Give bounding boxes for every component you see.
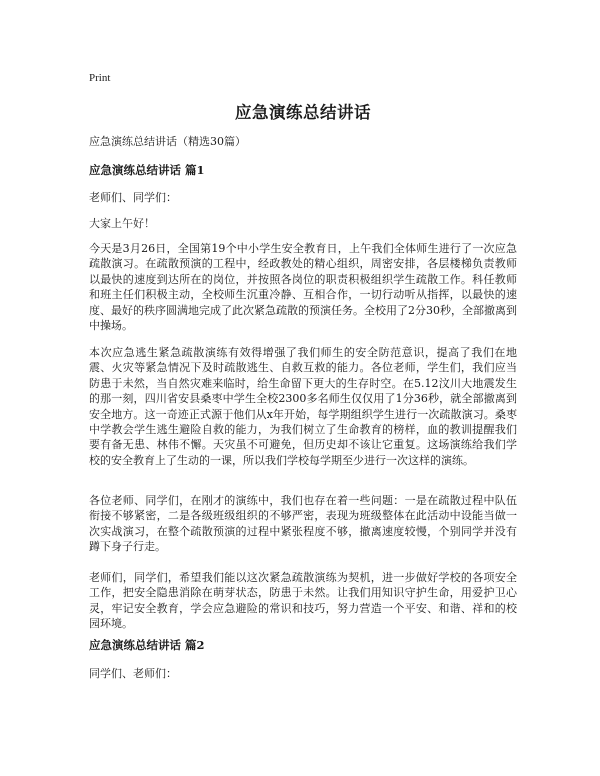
section-heading-1: 应急演练总结讲话 篇1	[89, 163, 205, 177]
page-title: 应急演练总结讲话	[235, 103, 371, 122]
paragraph-1: 今天是3月26日，全国第19个中小学生安全教育日，上午我们全体师生进行了一次应急疏散演习。在疏散预演的工程中，经政教处的精心组织，周密安排，各层楼梯负责教师以最快的速度到达所在的岗位，并按照各岗位的职责积极组织学生疏散工作。科任教师和班主任们积极主动，全校师生沉重冷静、互相合作，一切行动听从指挥，以最快的速度、最好的秩序圆满地完成了此次紧急疏散的预演任务。全校用了2分30秒，全部撤离到中操场。	[89, 242, 517, 333]
paragraph-4: 老师们，同学们，希望我们能以这次紧急疏散演练为契机，进一步做好学校的各项安全工作，把安全隐患消除在萌芽状态，防患于未然。让我们用知识守护生命，用爱护卫心灵，牢记安全教育，学会应急避险的常识和技巧，努力营造一个平安、和谐、祥和的校园环境。	[89, 571, 517, 631]
salutation-2: 同学们、老师们：	[89, 667, 177, 680]
section-heading-2: 应急演练总结讲话 篇2	[89, 638, 205, 652]
salutation-1: 老师们、同学们：	[89, 191, 177, 204]
document-subtitle: 应急演练总结讲话（精选30篇）	[89, 135, 246, 148]
paragraph-3: 各位老师、同学们，在刚才的演练中，我们也存在着一些问题：一是在疏散过程中队伍衔接不够紧密，二是各级班级组织的不够严密，表现为班级整体在此活动中设能当做一次实战演习，在整个疏散预演的过程中紧张程度不够，撤离速度较慢，个别同学并没有蹲下身子行走。	[89, 494, 517, 554]
greeting: 大家上午好！	[89, 217, 155, 230]
print-link[interactable]: Print	[89, 72, 111, 84]
paragraph-2: 本次应急逃生紧急疏散演练有效得增强了我们师生的安全防范意识，提高了我们在地震、火灾等紧急情况下及时疏散逃生、自救互救的能力。各位老师，学生们，我们应当防患于未然，当自然灾难来临时，给生命留下更大的生存时空。在5.12汶川大地震发生的那一刻，四川省安县桑枣中学生全校2300多名师生仅仅用了1分36秒，就全部撤离到安全地方。这一奇迹正式源于他们从x年开始，每学期组织学生进行一次疏散演习。桑枣中学教会学生逃生避险自救的能力，为我们树立了生命教育的榜样，血的教训提醒我们要有备无患、林伟不懈。天灾虽不可避免，但历史却不该让它重复。这场演练给我们学校的安全教育上了生动的一课，所以我们学校每学期至少进行一次这样的演练。	[89, 346, 517, 467]
